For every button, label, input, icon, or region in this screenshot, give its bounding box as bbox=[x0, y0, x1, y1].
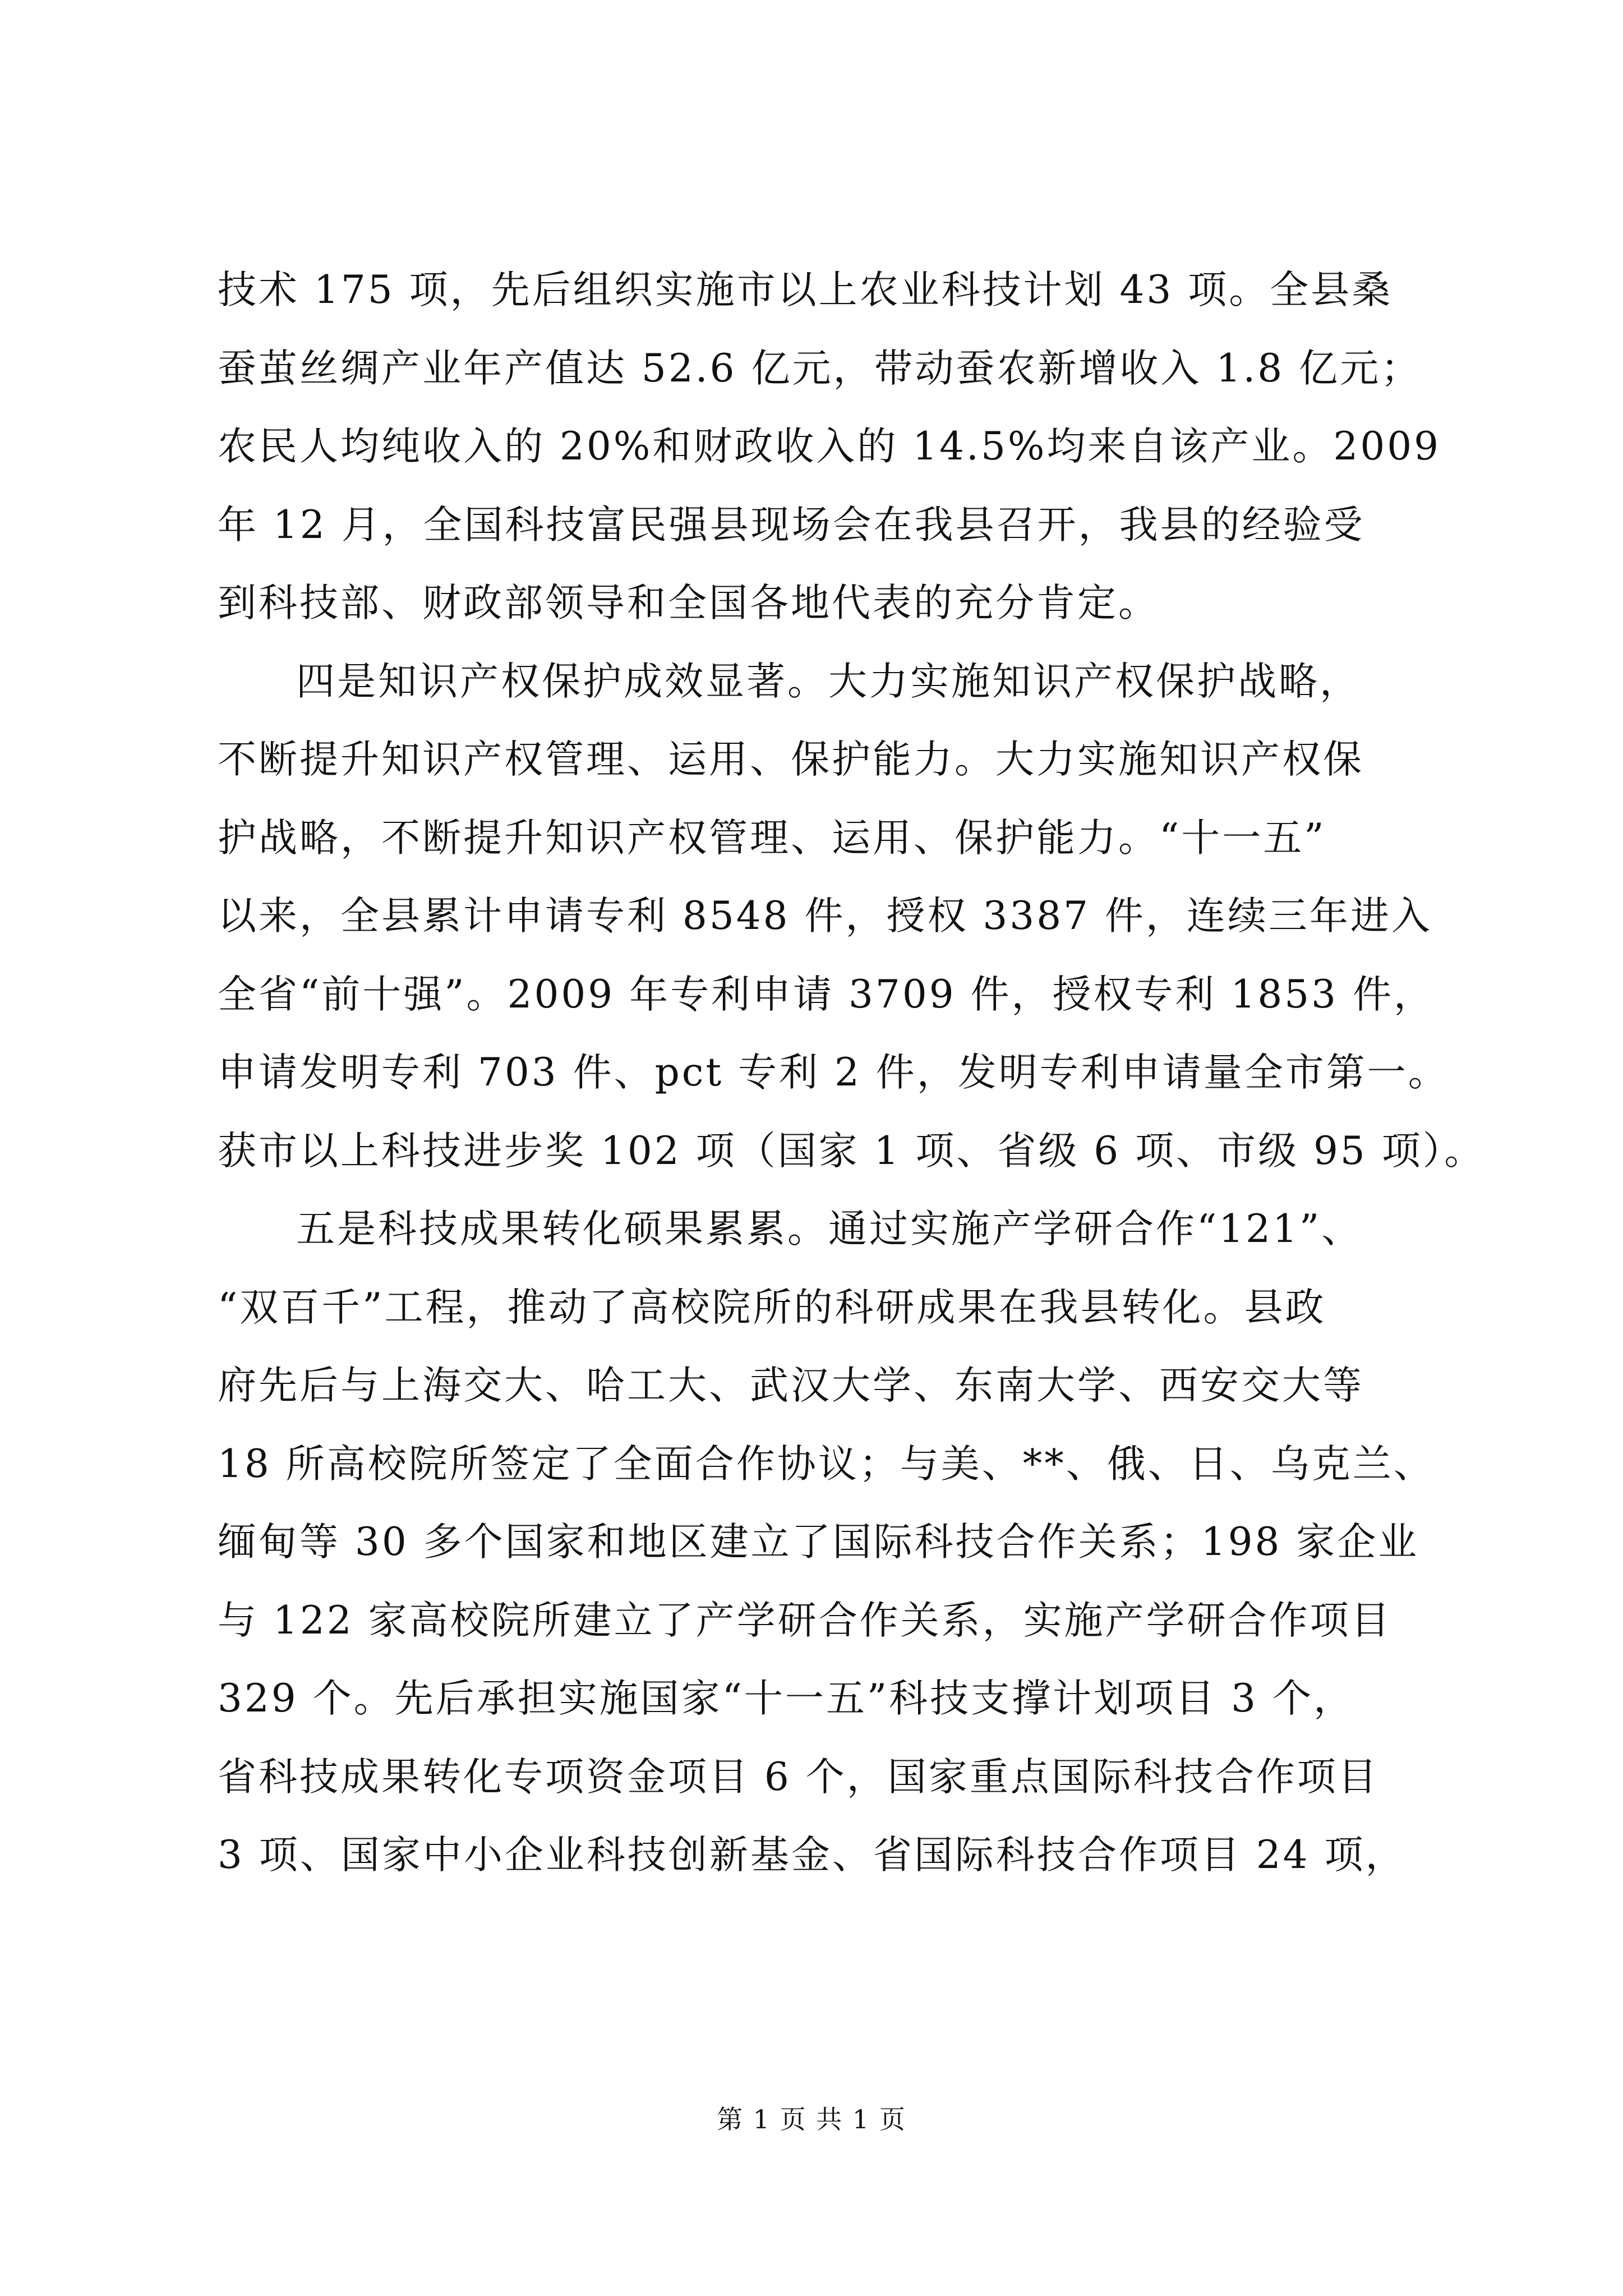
text-line: 缅甸等 30 多个国家和地区建立了国际科技合作关系；198 家企业 bbox=[218, 1520, 1419, 1565]
text-line: 以来，全县累计申请专利 8548 件，授权 3387 件，连续三年进入 bbox=[218, 894, 1432, 938]
text-line: 蚕茧丝绸产业年产值达 52.6 亿元，带动蚕农新增收入 1.8 亿元； bbox=[218, 346, 1422, 391]
text-line: 申请发明专利 703 件、pct 专利 2 件，发明专利申请量全市第一。 bbox=[218, 1050, 1449, 1095]
paragraph-first-line: 五是科技成果转化硕果累累。通过实施产学研合作“121”、 bbox=[296, 1207, 1363, 1251]
text-line: 年 12 月，全国科技富民强县现场会在我县召开，我县的经验受 bbox=[218, 502, 1365, 547]
text-line: 3 项、国家中小企业科技创新基金、省国际科技合作项目 24 项， bbox=[218, 1833, 1407, 1878]
text-line: 全省“前十强”。2009 年专利申请 3709 件，授权专利 1853 件， bbox=[218, 972, 1435, 1017]
text-line: 18 所高校院所签定了全面合作协议；与美、**、俄、日、乌克兰、 bbox=[218, 1441, 1435, 1487]
text-line: 不断提升知识产权管理、运用、保护能力。大力实施知识产权保 bbox=[218, 737, 1364, 782]
text-line: “双百千”工程，推动了高校院所的科研成果在我县转化。县政 bbox=[218, 1285, 1326, 1330]
text-line: 府先后与上海交大、哈工大、武汉大学、东南大学、西安交大等 bbox=[218, 1363, 1364, 1408]
text-line: 农民人均纯收入的 20%和财政收入的 14.5%均来自该产业。2009 bbox=[218, 424, 1441, 469]
text-line: 329 个。先后承担实施国家“十一五”科技支撑计划项目 3 个， bbox=[218, 1676, 1354, 1721]
page-footer: 第 1 页 共 1 页 bbox=[717, 2104, 906, 2134]
text-line: 与 122 家高校院所建立了产学研合作关系，实施产学研合作项目 bbox=[218, 1598, 1392, 1643]
text-line: 获市以上科技进步奖 102 项（国家 1 项、省级 6 项、市级 95 项）。 bbox=[218, 1128, 1486, 1174]
text-line: 省科技成果转化专项资金项目 6 个，国家重点国际科技合作项目 bbox=[218, 1754, 1379, 1800]
text-line: 技术 175 项，先后组织实施市以上农业科技计划 43 项。全县桑 bbox=[218, 268, 1393, 312]
paragraph-first-line: 四是知识产权保护成效显著。大力实施知识产权保护战略， bbox=[296, 659, 1361, 704]
text-line: 护战略，不断提升知识产权管理、运用、保护能力。“十一五” bbox=[218, 815, 1326, 861]
text-line: 到科技部、财政部领导和全国各地代表的充分肯定。 bbox=[218, 581, 1159, 625]
body-text bbox=[218, 251, 1486, 1895]
